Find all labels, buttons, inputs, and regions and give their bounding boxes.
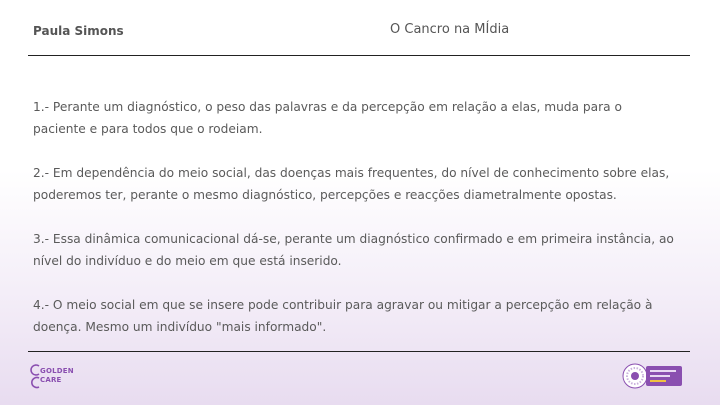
paragraph-1: 1.- Perante um diagnóstico, o peso das palavras e da percepção em relação a elas, muda para o paciente e para todos que o rodeiam.: [33, 100, 622, 136]
oncology-seal-icon: [622, 363, 648, 389]
slide-body: [33, 96, 678, 360]
badge-decoration: [650, 380, 666, 382]
badge-decoration: [650, 375, 670, 377]
paragraph-3: 3.- Essa dinâmica comunicacional dá-se, perante um diagnóstico confirmado e em primeira instância, ao nível do indivíduo e do meio em que está inserido.: [33, 232, 674, 268]
author-name: Paula Simons: [33, 24, 124, 38]
header-divider: [28, 55, 690, 56]
oncology-logo: [622, 363, 684, 389]
badge-decoration: [650, 370, 676, 372]
paragraph-4: 4.- O meio social em que se insere pode contribuir para agravar ou mitigar a percepção em relação à doença. Mesmo um indivíduo "mais informado".: [33, 298, 653, 334]
paragraph-2: 2.- Em dependência do meio social, das doenças mais frequentes, do nível de conhecimento sobre elas, poderemos ter, perante o mesmo diagnóstico, percepções e reacções diametralmente opostas.: [33, 166, 670, 202]
logo-text-line2: CARE: [40, 376, 62, 384]
slide-title: O Cancro na MÍdia: [390, 22, 510, 37]
golden-care-logo: [30, 362, 74, 390]
footer-divider: [28, 351, 690, 352]
slide-header: [0, 0, 720, 56]
logo-text-line1: GOLDEN: [40, 367, 74, 375]
oncology-badge: [646, 366, 682, 386]
